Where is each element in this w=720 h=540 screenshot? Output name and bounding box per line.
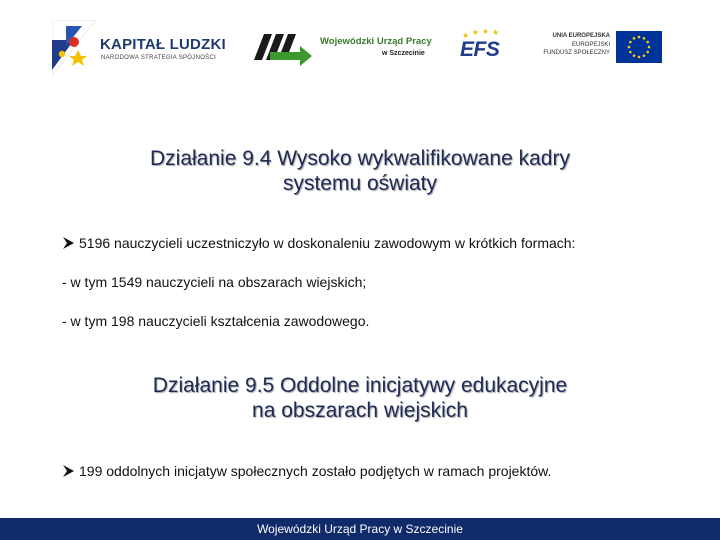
wup-logo (250, 26, 440, 70)
wup-city: w Szczecinie (382, 50, 425, 57)
eu-star-icon (638, 56, 641, 59)
eu-star-icon (646, 51, 649, 54)
eu-star-icon (633, 37, 636, 40)
eu-text (543, 32, 610, 58)
section-2-bullet (62, 463, 551, 479)
kapital-ludzki-subtitle: NARODOWA STRATEGIA SPÓJNOŚCI (101, 55, 217, 61)
eu-logo (536, 30, 662, 64)
section-1-bullet (62, 235, 575, 251)
eu-line3: FUNDUSZ SPOŁECZNY (543, 50, 610, 56)
wup-name: Wojewódzki Urząd Pracy (320, 36, 432, 47)
eu-star-icon (646, 41, 649, 44)
svg-text:★: ★ (472, 28, 480, 37)
kapital-ludzki-title: KAPITAŁ LUDZKI (100, 36, 226, 53)
section-1-bullet-text: 5196 nauczycieli uczestniczyło w doskonaleniu zawodowym w krótkich formach: (79, 235, 576, 251)
eu-star-icon (628, 46, 631, 49)
kapital-ludzki-logo (52, 20, 232, 76)
eu-star-icon (638, 36, 641, 39)
section-1-heading (60, 146, 660, 196)
eu-star-icon (629, 41, 632, 44)
arrow-bullet-icon (62, 463, 76, 479)
section-1-sub-2: - w tym 198 nauczycieli kształcenia zawodowego. (62, 313, 370, 329)
section-2-heading-line1: Działanie 9.5 Oddolne inicjatywy edukacyjne (152, 374, 568, 397)
eu-flag-icon (616, 31, 662, 63)
eu-star-icon (643, 54, 646, 57)
section-2-heading (60, 373, 660, 423)
svg-text:★: ★ (462, 31, 470, 40)
section-1-sub-1: - w tym 1549 nauczycieli na obszarach wiejskich; (62, 274, 367, 290)
eu-star-icon (648, 46, 651, 49)
section-1-heading-line2: systemu oświaty (282, 172, 438, 195)
logo-bar (0, 0, 720, 95)
svg-text:★: ★ (492, 28, 500, 37)
eu-star-icon (633, 54, 636, 57)
efs-logo (458, 28, 512, 64)
eu-stars-icon (616, 31, 662, 63)
section-2-bullet-text: 199 oddolnych inicjatyw społecznych zostało podjętych w ramach projektów. (79, 463, 552, 479)
svg-text:★: ★ (482, 28, 490, 36)
efs-text: EFS (460, 38, 500, 61)
eu-line1: UNIA EUROPEJSKA (552, 33, 610, 39)
kapital-ludzki-emblem-icon (52, 20, 96, 76)
wup-emblem-icon (250, 26, 314, 70)
eu-star-icon (643, 37, 646, 40)
section-2-heading-line2: na obszarach wiejskich (252, 399, 468, 422)
footer-text: Wojewódzki Urząd Pracy w Szczecinie (257, 522, 463, 536)
eu-line2: EUROPEJSKI (571, 41, 610, 48)
eu-star-icon (629, 51, 632, 54)
section-1-heading-line1: Działanie 9.4 Wysoko wykwalifikowane kadry (150, 147, 570, 170)
arrow-bullet-icon (62, 235, 76, 251)
footer-bar (0, 518, 720, 540)
